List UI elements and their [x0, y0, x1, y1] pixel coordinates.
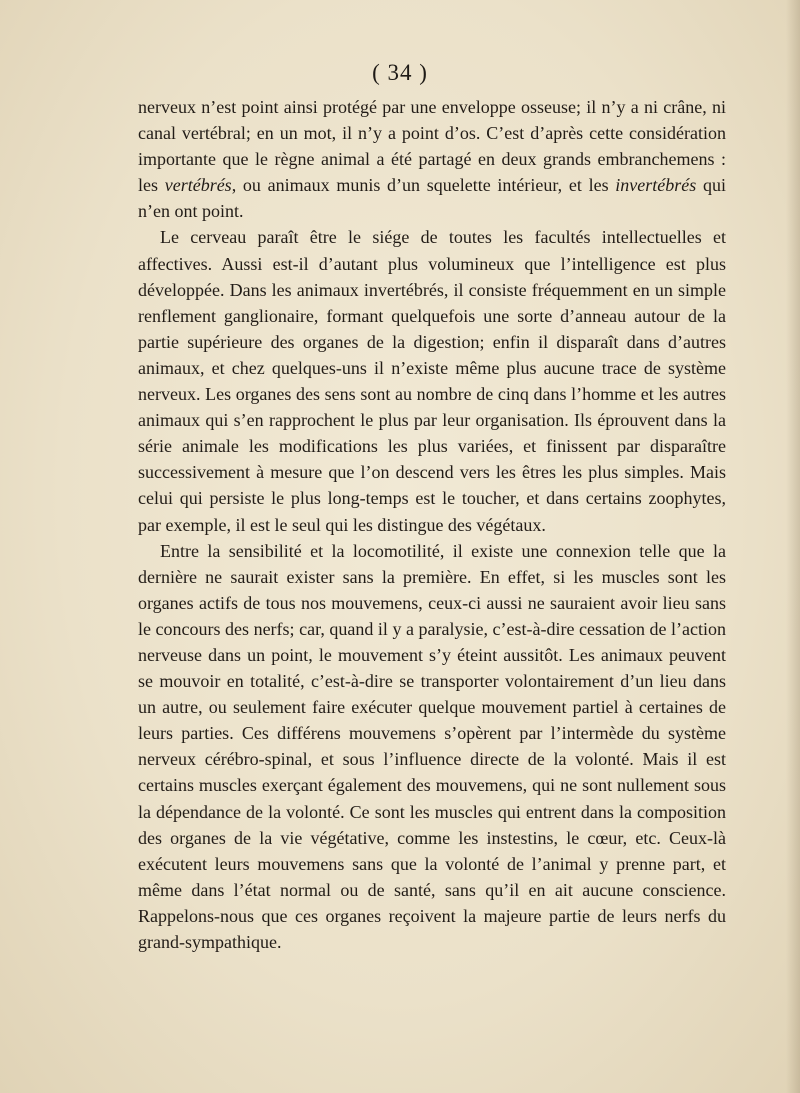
italic-term: invertébrés	[615, 175, 697, 196]
italic-term: vertébrés	[164, 175, 232, 196]
text-segment: , ou animaux munis d’un squelette intérieur, et les	[231, 175, 616, 196]
page-edge-shadow	[786, 0, 800, 1093]
page-number: ( 34 )	[372, 60, 428, 85]
text-segment: Entre la sensibilité et la locomotilité, il existe une connexion telle que la dernière ne saurait exister sans la première. En effet, si les muscles sont les organes actifs de tous nos mouvemens, ceux-ci aussi ne sauraient avoir lieu sans le concours des nerfs; car, quand il y a paralysie, c’est-à-dire cessation de l’action nerveuse dans un point, le mouvement s’y éteint aussitôt. Les animaux peuvent se mouvoir en totalité, c’est-à-dire se transporter volontairement d’un lieu dans un autre, ou seulement faire exécuter quelque mouvement partiel à certaines de leurs parties. Ces différens mouvemens s’opèrent par l’intermède du système nerveux cérébro-spinal, et sous l’influence directe de la volonté. Mais il est certains muscles exerçant également des mouvemens, qui ne sont nullement sous la dépendance de la volonté. Ce sont les muscles qui entrent dans la composition des organes de la vie végétative, comme les instestins, le cœur, etc. Ceux-là exécutent leurs mouvemens sans que la volonté de l’animal y prenne part, et même dans l’état normal ou de santé, sans qu’il en ait aucune conscience. Rappelons-nous que ces organes reçoivent la majeure partie de leurs nerfs du grand-sympathique.	[138, 540, 726, 952]
body-text	[138, 94, 726, 955]
paragraph-1	[138, 94, 726, 224]
text-segment: qui n’en ont point.	[138, 175, 726, 222]
paragraph-3	[138, 538, 726, 956]
paragraph-2	[138, 224, 726, 537]
text-segment: nerveux n’est point ainsi protégé par une enveloppe osseuse; il n’y a ni crâne, ni canal vertébral; en un mot, il n’y a point d’os. C’est d’après cette considération importante que le règne animal a été partagé en deux grands embranchemens : les	[138, 97, 726, 196]
text-segment: Le cerveau paraît être le siége de toutes les facultés intellectuelles et affectives. Aussi est-il d’autant plus volumineux que l’intelligence est plus développée. Dans les animaux invertébrés, il consiste fréquemment en un simple renflement ganglionaire, formant quelquefois une sorte d’anneau autour de la partie supérieure des organes de la digestion; enfin il disparaît dans d’autres animaux, et chez quelques-uns il n’existe même plus aucune trace de système nerveux. Les organes des sens sont au nombre de cinq dans l’homme et les autres animaux qui s’en rapprochent le plus par leur organisation. Ils éprouvent dans la série animale les modifications les plus variées, et finissent par disparaître successivement à mesure que l’on descend vers les êtres les plus simples. Mais celui qui persiste le plus long-temps est le toucher, et dans certains zoophytes, par exemple, il est le seul qui les distingue des végétaux.	[138, 227, 726, 535]
